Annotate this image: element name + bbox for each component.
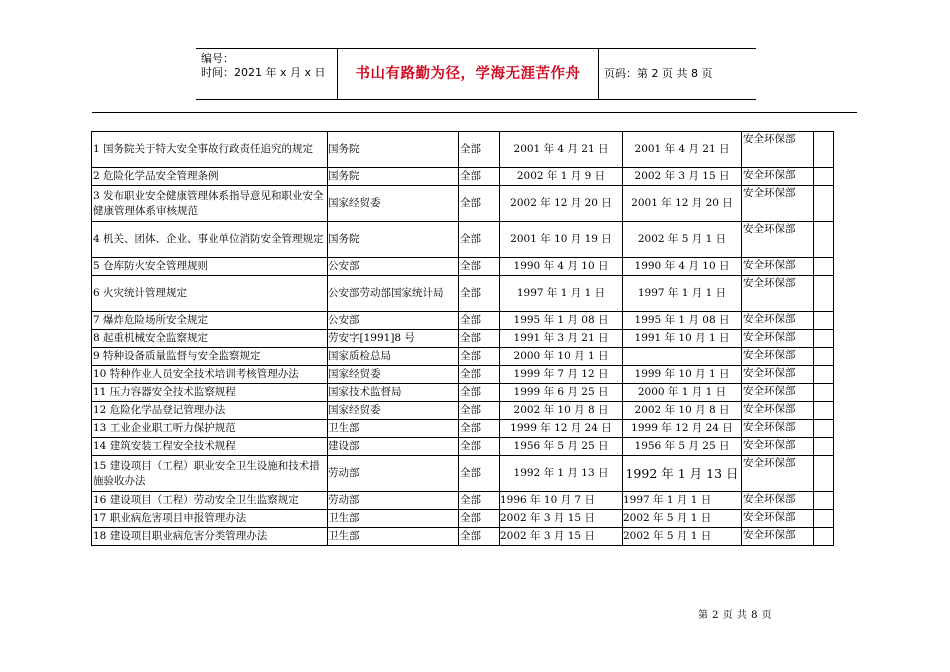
effective-date-cell: 2002 年 3 月 15 日	[623, 168, 742, 186]
issuing-department-cell: 公安部	[328, 258, 459, 276]
effective-date-cell	[623, 348, 742, 366]
blank-cell	[814, 438, 834, 456]
responsible-department-cell: 安全环保部	[742, 438, 814, 456]
regulation-name-cell: 1 国务院关于特大安全事故行政责任追究的规定	[92, 132, 328, 168]
effective-date-cell: 1995 年 1 月 08 日	[623, 312, 742, 330]
issue-date-cell: 2001 年 10 月 19 日	[500, 222, 623, 258]
number-label: 编号：	[201, 52, 234, 65]
responsible-department-cell: 安全环保部	[742, 276, 814, 312]
issuing-department-cell: 国家经贸委	[328, 402, 459, 420]
table-row	[92, 168, 834, 186]
table-row	[92, 420, 834, 438]
applicable-scope-cell: 全部	[459, 510, 500, 528]
blank-cell	[814, 132, 834, 168]
blank-cell	[814, 420, 834, 438]
issue-date-cell: 1992 年 1 月 13 日	[500, 456, 623, 492]
blank-cell	[814, 312, 834, 330]
regulation-name-cell: 4 机关、团体、企业、事业单位消防安全管理规定	[92, 222, 328, 258]
table-row	[92, 186, 834, 222]
issuing-department-cell: 公安部劳动部国家统计局	[328, 276, 459, 312]
responsible-department-cell: 安全环保部	[742, 312, 814, 330]
regulation-name-cell: 14 建筑安装工程安全技术规程	[92, 438, 328, 456]
responsible-department-cell: 安全环保部	[742, 510, 814, 528]
issue-date-cell: 2000 年 10 月 1 日	[500, 348, 623, 366]
applicable-scope-cell: 全部	[459, 186, 500, 222]
applicable-scope-cell: 全部	[459, 222, 500, 258]
effective-date-cell: 2001 年 12 月 20 日	[623, 186, 742, 222]
time-label: 时间：2021 年 x 月 x 日	[201, 66, 326, 79]
responsible-department-cell: 安全环保部	[742, 258, 814, 276]
blank-cell	[814, 510, 834, 528]
blank-cell	[814, 330, 834, 348]
issue-date-cell: 1956 年 5 月 25 日	[500, 438, 623, 456]
responsible-department-cell: 安全环保部	[742, 132, 814, 168]
blank-cell	[814, 276, 834, 312]
blank-cell	[814, 366, 834, 384]
responsible-department-cell: 安全环保部	[742, 168, 814, 186]
table-row	[92, 456, 834, 492]
responsible-department-cell: 安全环保部	[742, 420, 814, 438]
issue-date-cell: 1990 年 4 月 10 日	[500, 258, 623, 276]
issue-date-cell: 1996 年 10 月 7 日	[500, 492, 623, 510]
applicable-scope-cell: 全部	[459, 366, 500, 384]
issue-date-cell: 1997 年 1 月 1 日	[500, 276, 623, 312]
responsible-department-cell: 安全环保部	[742, 492, 814, 510]
effective-date-cell: 2001 年 4 月 21 日	[623, 132, 742, 168]
issuing-department-cell: 劳安字[1991]8 号	[328, 330, 459, 348]
issue-date-cell: 2002 年 1 月 9 日	[500, 168, 623, 186]
header-info	[196, 49, 338, 99]
applicable-scope-cell: 全部	[459, 132, 500, 168]
effective-date-cell: 2002 年 10 月 8 日	[623, 402, 742, 420]
applicable-scope-cell: 全部	[459, 258, 500, 276]
applicable-scope-cell: 全部	[459, 168, 500, 186]
issuing-department-cell: 卫生部	[328, 510, 459, 528]
regulation-name-cell: 11 压力容器安全技术监察规程	[92, 384, 328, 402]
issue-date-cell: 2002 年 3 月 15 日	[500, 528, 623, 546]
blank-cell	[814, 348, 834, 366]
applicable-scope-cell: 全部	[459, 348, 500, 366]
effective-date-cell: 2002 年 5 月 1 日	[623, 510, 742, 528]
table-row	[92, 438, 834, 456]
issuing-department-cell: 卫生部	[328, 420, 459, 438]
responsible-department-cell: 安全环保部	[742, 402, 814, 420]
issue-date-cell: 1999 年 12 月 24 日	[500, 420, 623, 438]
issue-date-cell: 2001 年 4 月 21 日	[500, 132, 623, 168]
regulation-name-cell: 18 建设项目职业病危害分类管理办法	[92, 528, 328, 546]
table-row	[92, 222, 834, 258]
effective-date-cell: 2000 年 1 月 1 日	[623, 384, 742, 402]
applicable-scope-cell: 全部	[459, 276, 500, 312]
regulation-name-cell: 7 爆炸危险场所安全规定	[92, 312, 328, 330]
regulation-name-cell: 5 仓库防火安全管理规则	[92, 258, 328, 276]
regulation-name-cell: 3 发布职业安全健康管理体系指导意见和职业安全健康管理体系审核规范	[92, 186, 328, 222]
blank-cell	[814, 222, 834, 258]
table-row	[92, 258, 834, 276]
table-row	[92, 366, 834, 384]
applicable-scope-cell: 全部	[459, 438, 500, 456]
table-row	[92, 312, 834, 330]
table-row	[92, 510, 834, 528]
issue-date-cell: 1991 年 3 月 21 日	[500, 330, 623, 348]
table-row	[92, 492, 834, 510]
regulation-name-cell: 15 建设项目（工程）职业安全卫生设施和技术措施验收办法	[92, 456, 328, 492]
issuing-department-cell: 公安部	[328, 312, 459, 330]
applicable-scope-cell: 全部	[459, 384, 500, 402]
issuing-department-cell: 国家质检总局	[328, 348, 459, 366]
responsible-department-cell: 安全环保部	[742, 456, 814, 492]
table-row	[92, 528, 834, 546]
responsible-department-cell: 安全环保部	[742, 330, 814, 348]
responsible-department-cell: 安全环保部	[742, 348, 814, 366]
issue-date-cell: 1999 年 6 月 25 日	[500, 384, 623, 402]
page-header	[196, 48, 756, 100]
header-divider	[92, 112, 857, 113]
applicable-scope-cell: 全部	[459, 312, 500, 330]
table-row	[92, 384, 834, 402]
effective-date-cell: 2002 年 5 月 1 日	[623, 528, 742, 546]
responsible-department-cell: 安全环保部	[742, 366, 814, 384]
blank-cell	[814, 258, 834, 276]
table-row	[92, 132, 834, 168]
issuing-department-cell: 劳动部	[328, 456, 459, 492]
applicable-scope-cell: 全部	[459, 420, 500, 438]
page-indicator: 页码：第 2 页 共 8 页	[604, 67, 713, 80]
responsible-department-cell: 安全环保部	[742, 528, 814, 546]
issue-date-cell: 2002 年 12 月 20 日	[500, 186, 623, 222]
issue-date-cell: 1995 年 1 月 08 日	[500, 312, 623, 330]
applicable-scope-cell: 全部	[459, 402, 500, 420]
issuing-department-cell: 劳动部	[328, 492, 459, 510]
responsible-department-cell: 安全环保部	[742, 222, 814, 258]
issue-date-cell: 2002 年 10 月 8 日	[500, 402, 623, 420]
issuing-department-cell: 国务院	[328, 168, 459, 186]
applicable-scope-cell: 全部	[459, 330, 500, 348]
regulation-name-cell: 17 职业病危害项目申报管理办法	[92, 510, 328, 528]
issue-date-cell: 1999 年 7 月 12 日	[500, 366, 623, 384]
effective-date-cell: 1999 年 12 月 24 日	[623, 420, 742, 438]
header-motto: 书山有路勤为径，学海无涯苦作舟	[338, 49, 599, 99]
regulation-name-cell: 2 危险化学品安全管理条例	[92, 168, 328, 186]
effective-date-cell: 1992 年 1 月 13 日	[623, 456, 742, 492]
blank-cell	[814, 402, 834, 420]
regulation-name-cell: 13 工业企业职工听力保护规范	[92, 420, 328, 438]
page-footer: 第 2 页 共 8 页	[698, 610, 772, 621]
regulations-table	[91, 131, 834, 546]
applicable-scope-cell: 全部	[459, 528, 500, 546]
responsible-department-cell: 安全环保部	[742, 384, 814, 402]
applicable-scope-cell: 全部	[459, 456, 500, 492]
issuing-department-cell: 国家技术监督局	[328, 384, 459, 402]
blank-cell	[814, 492, 834, 510]
regulation-name-cell: 9 特种设备质量监督与安全监察规定	[92, 348, 328, 366]
issuing-department-cell: 国务院	[328, 132, 459, 168]
regulation-name-cell: 8 起重机械安全监察规定	[92, 330, 328, 348]
issuing-department-cell: 国家经贸委	[328, 366, 459, 384]
regulation-name-cell: 12 危险化学品登记管理办法	[92, 402, 328, 420]
effective-date-cell: 1990 年 4 月 10 日	[623, 258, 742, 276]
applicable-scope-cell: 全部	[459, 492, 500, 510]
blank-cell	[814, 168, 834, 186]
effective-date-cell: 1991 年 10 月 1 日	[623, 330, 742, 348]
blank-cell	[814, 384, 834, 402]
effective-date-cell: 1997 年 1 月 1 日	[623, 276, 742, 312]
regulation-name-cell: 16 建设项目（工程）劳动安全卫生监察规定	[92, 492, 328, 510]
blank-cell	[814, 186, 834, 222]
issuing-department-cell: 卫生部	[328, 528, 459, 546]
blank-cell	[814, 528, 834, 546]
effective-date-cell: 1997 年 1 月 1 日	[623, 492, 742, 510]
blank-cell	[814, 456, 834, 492]
effective-date-cell: 2002 年 5 月 1 日	[623, 222, 742, 258]
issuing-department-cell: 国务院	[328, 222, 459, 258]
table-row	[92, 402, 834, 420]
table-row	[92, 348, 834, 366]
issue-date-cell: 2002 年 3 月 15 日	[500, 510, 623, 528]
responsible-department-cell: 安全环保部	[742, 186, 814, 222]
effective-date-cell: 1956 年 5 月 25 日	[623, 438, 742, 456]
issuing-department-cell: 国家经贸委	[328, 186, 459, 222]
table-row	[92, 330, 834, 348]
table-row	[92, 276, 834, 312]
regulation-name-cell: 6 火灾统计管理规定	[92, 276, 328, 312]
issuing-department-cell: 建设部	[328, 438, 459, 456]
regulation-name-cell: 10 特种作业人员安全技术培训考核管理办法	[92, 366, 328, 384]
effective-date-cell: 1999 年 10 月 1 日	[623, 366, 742, 384]
